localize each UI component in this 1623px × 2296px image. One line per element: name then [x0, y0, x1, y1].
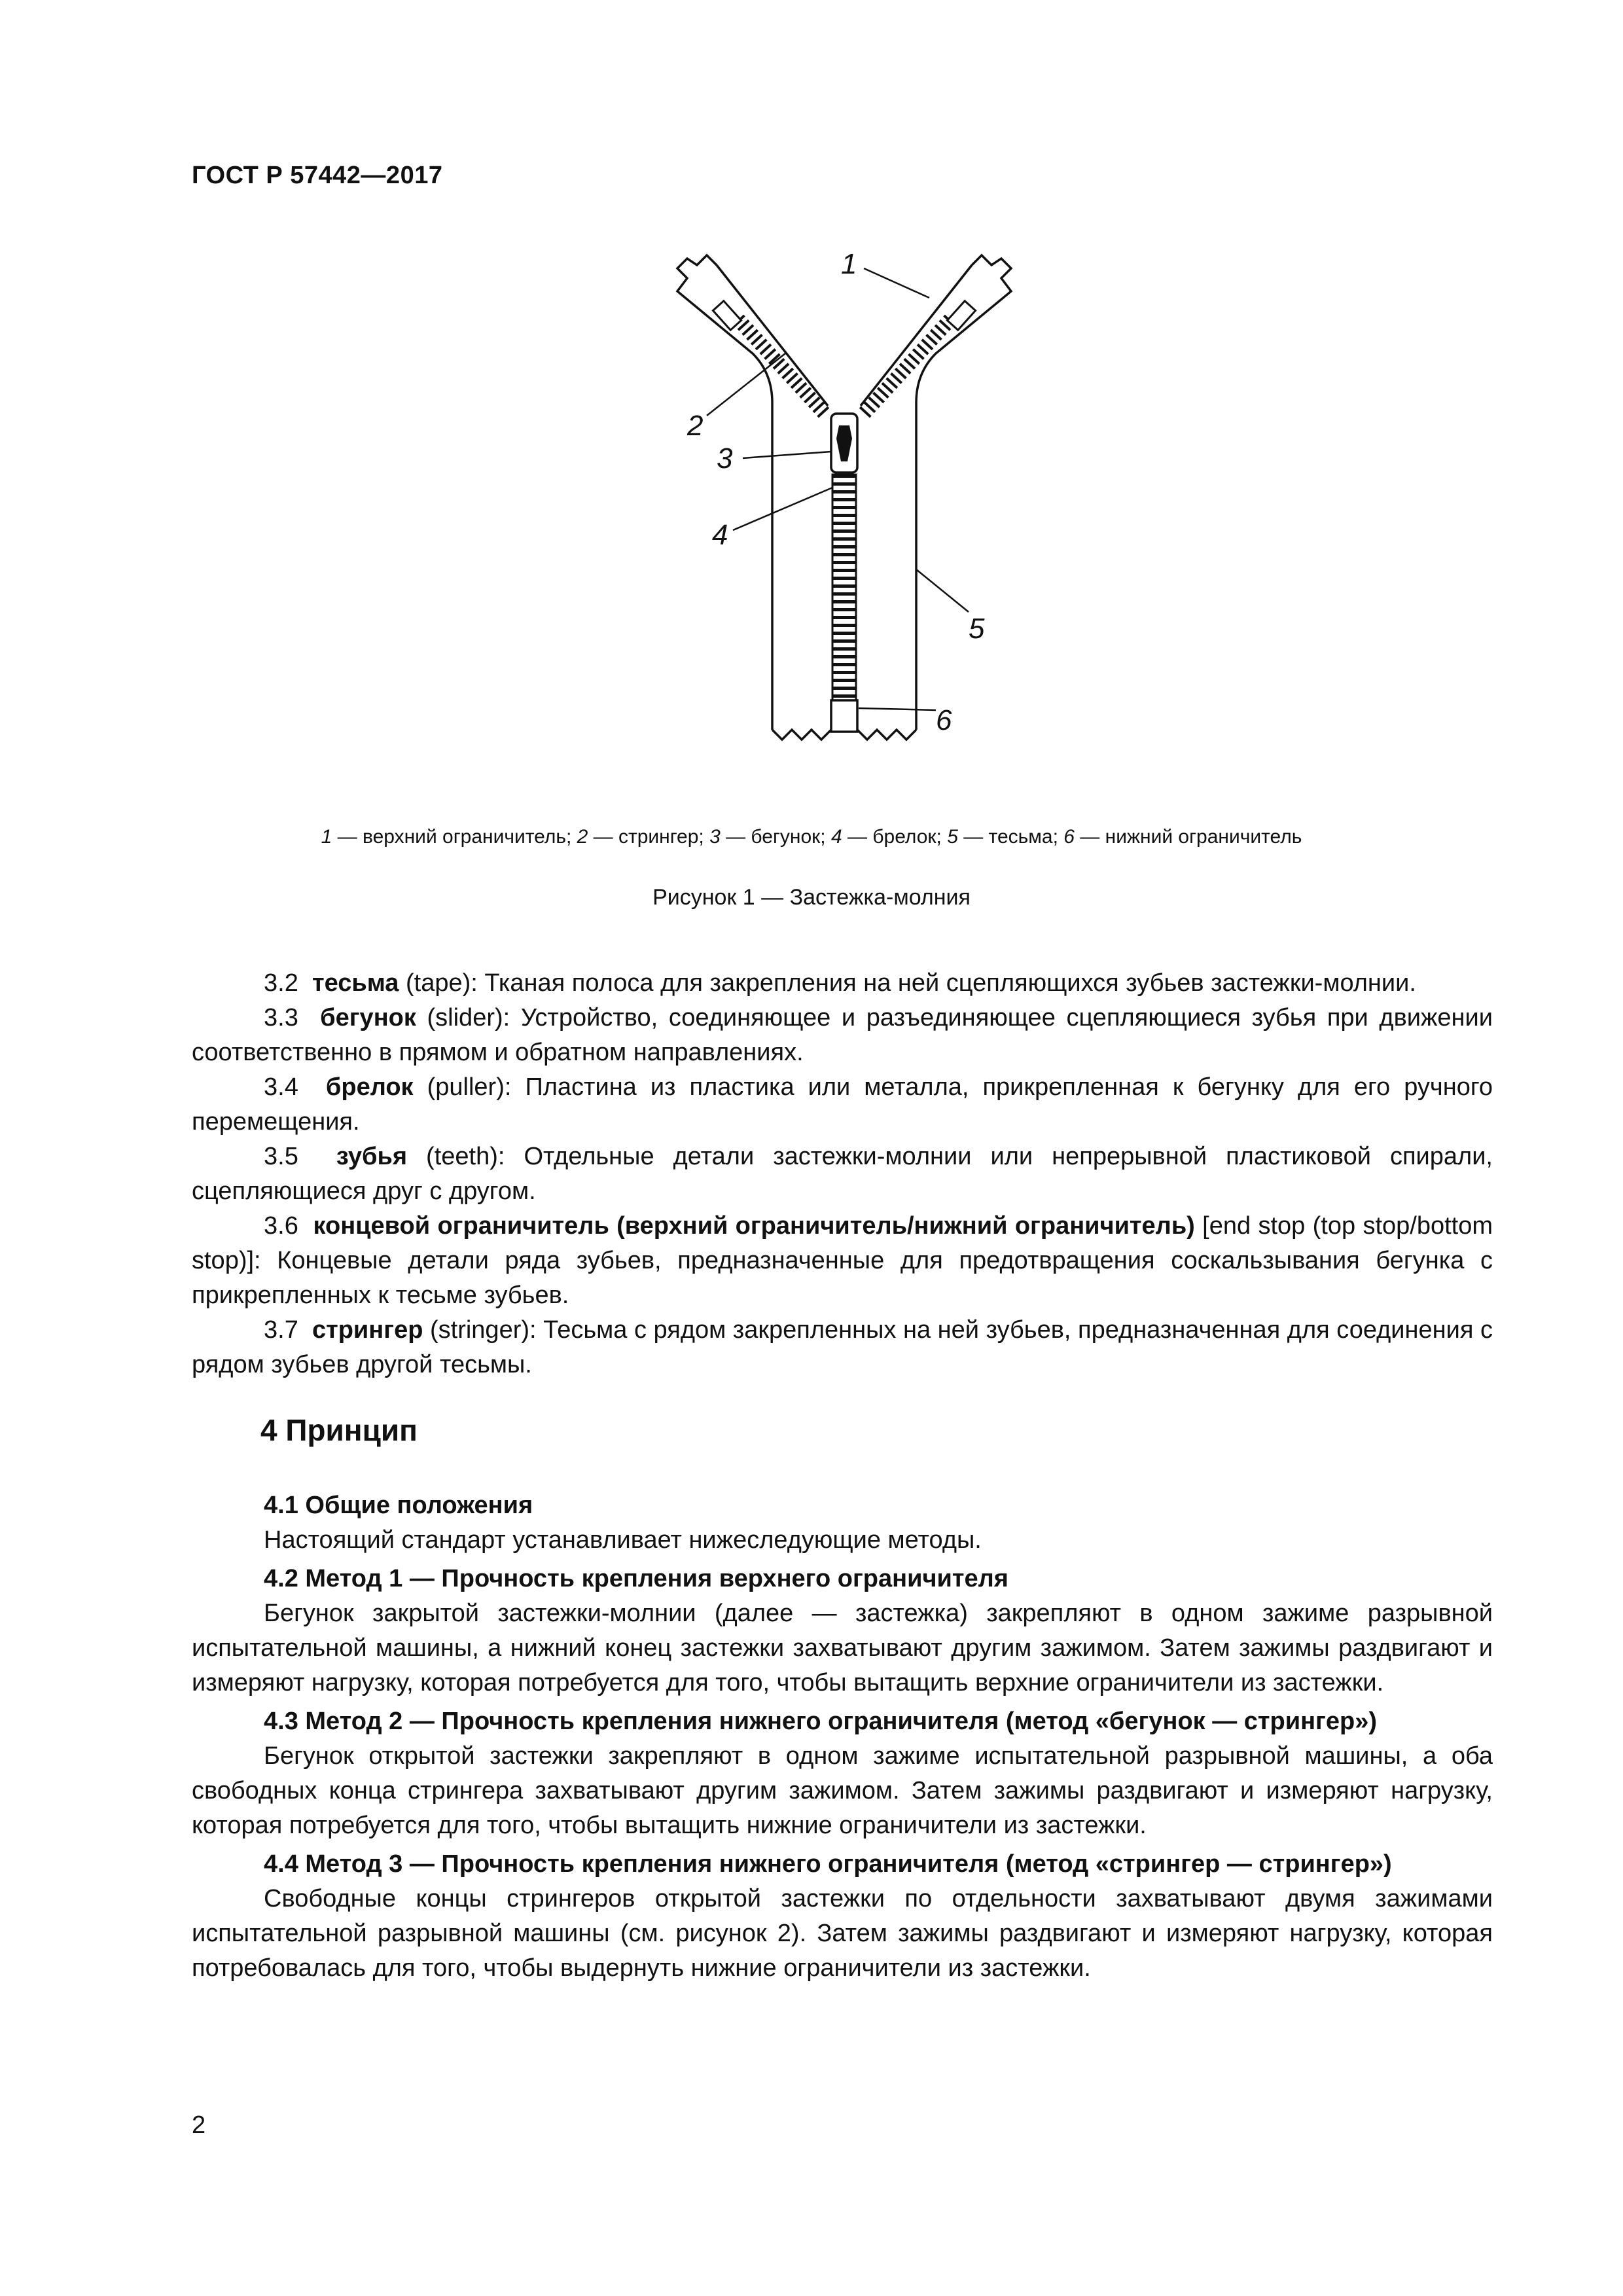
subsection-4-1-title: 4.1 Общие положения — [264, 1492, 533, 1519]
subsection-4-1-text: Настоящий стандарт устанавливает нижеследующие методы. — [264, 1526, 982, 1554]
section-4-title: 4 Принцип — [260, 1413, 418, 1447]
figure-legend — [0, 826, 1623, 848]
legend-num: 4 — [830, 826, 842, 848]
left-inner-edge — [717, 265, 828, 406]
legend-text: — бегунок; — [720, 826, 831, 848]
document-header: ГОСТ Р 57442—2017 — [192, 162, 443, 189]
definition-3-7: 3.7 стрингер (stringer): Тесьма с рядом закрепленных на ней зубьев, предназначенная для соединения с рядом зубьев другой тесьмы. — [192, 1316, 1493, 1378]
legend-num: 5 — [947, 826, 958, 848]
right-tape-edge — [916, 255, 1011, 497]
definition-3-5: 3.5 зубья (teeth): Отдельные детали застежки-молнии или непрерывной пластиковой спирали, сцепляющиеся друг с другом. — [192, 1143, 1493, 1205]
figure-caption: Рисунок 1 — Застежка-молния — [652, 885, 971, 910]
legend-num: 2 — [577, 826, 588, 848]
closed-teeth — [832, 475, 856, 700]
callout-5: 5 — [969, 613, 985, 645]
definition-3-3: 3.3 бегунок (slider): Устройство, соединяющее и разъединяющее сцепляющиеся зубья при движении соответственно в прямом и обратном направлениях. — [192, 1004, 1493, 1066]
callout-6: 6 — [936, 704, 952, 736]
legend-text: — нижний ограничитель — [1074, 826, 1302, 848]
legend-num: 3 — [709, 826, 721, 848]
subsection-4-2-title: 4.2 Метод 1 — Прочность крепления верхнего ограничителя — [264, 1565, 1008, 1592]
legend-text: — верхний ограничитель; — [332, 826, 577, 848]
right-inner-edge — [861, 265, 972, 406]
leader-4 — [733, 488, 832, 530]
bottom-stop — [831, 700, 857, 732]
subsection-4-4-title: 4.4 Метод 3 — Прочность крепления нижнего ограничителя (метод «стрингер — стрингер») — [264, 1850, 1392, 1878]
definition-3-6: 3.6 концевой ограничитель (верхний ограничитель/нижний ограничитель) [end stop (top stop/bottom stop)]: Концевые детали ряда зубьев, предназначенные для предотвращения соскальзывания бегунка с прикрепленных к тесьме зубьев. — [192, 1212, 1493, 1309]
leader-1 — [864, 268, 929, 298]
legend-num: 1 — [321, 826, 332, 848]
legend-text: — брелок; — [842, 826, 948, 848]
page-number: 2 — [192, 2111, 206, 2139]
subsection-4-2-text: Бегунок закрытой застежки-молнии (далее — застежка) закрепляют в одном зажиме разрывной испытательной машины, а нижний конец застежки захватывают другим зажимом. Затем зажимы раздвигают и измеряют нагрузку, которая потребуется для того, чтобы вытащить верхние ограничители из застежки. — [192, 1600, 1493, 1696]
callout-1: 1 — [841, 248, 857, 280]
subsection-4-3-text: Бегунок открытой застежки закрепляют в одном зажиме испытательной разрывной машины, а оба свободных конца стрингера захватывают другим зажимом. Затем зажимы раздвигают и измеряют нагрузку, которая потребуется для того, чтобы вытащить нижние ограничители из застежки. — [192, 1742, 1493, 1839]
definition-3-2: 3.2 тесьма (tape): Тканая полоса для закрепления на ней сцепляющихся зубьев застежки-молнии. — [264, 969, 1416, 997]
legend-text: — стрингер; — [588, 826, 710, 848]
callout-2: 2 — [687, 410, 704, 442]
zipper-diagram — [641, 242, 1047, 772]
subsection-4-4-text: Свободные концы стрингеров открытой застежки по отдельности захватывают двумя зажимами испытательной разрывной машины (см. рисунок 2). Затем зажимы раздвигают и измеряют нагрузку, которая потребовалась для того, чтобы выдернуть нижние ограничители из застежки. — [192, 1885, 1493, 1982]
legend-num: 6 — [1063, 826, 1075, 848]
leader-2 — [707, 353, 785, 416]
zipper-figure — [641, 242, 1047, 772]
left-tape-bottom — [772, 730, 831, 740]
right-stringer-teeth — [864, 319, 950, 414]
callout-4: 4 — [712, 519, 728, 551]
left-stringer-teeth — [738, 319, 825, 414]
leader-5 — [916, 569, 969, 612]
section-4-body — [192, 1484, 1493, 1986]
callout-3: 3 — [717, 442, 733, 475]
leader-6 — [859, 708, 936, 710]
definitions-block — [192, 966, 1493, 1382]
legend-text: — тесьма; — [957, 826, 1064, 848]
definition-3-4: 3.4 брелок (puller): Пластина из пластика или металла, прикрепленная к бегунку для его ручного перемещения. — [192, 1073, 1493, 1136]
subsection-4-3-title: 4.3 Метод 2 — Прочность крепления нижнего ограничителя (метод «бегунок — стрингер») — [264, 1708, 1378, 1735]
right-tape-bottom — [857, 730, 916, 740]
leader-3 — [743, 452, 831, 458]
